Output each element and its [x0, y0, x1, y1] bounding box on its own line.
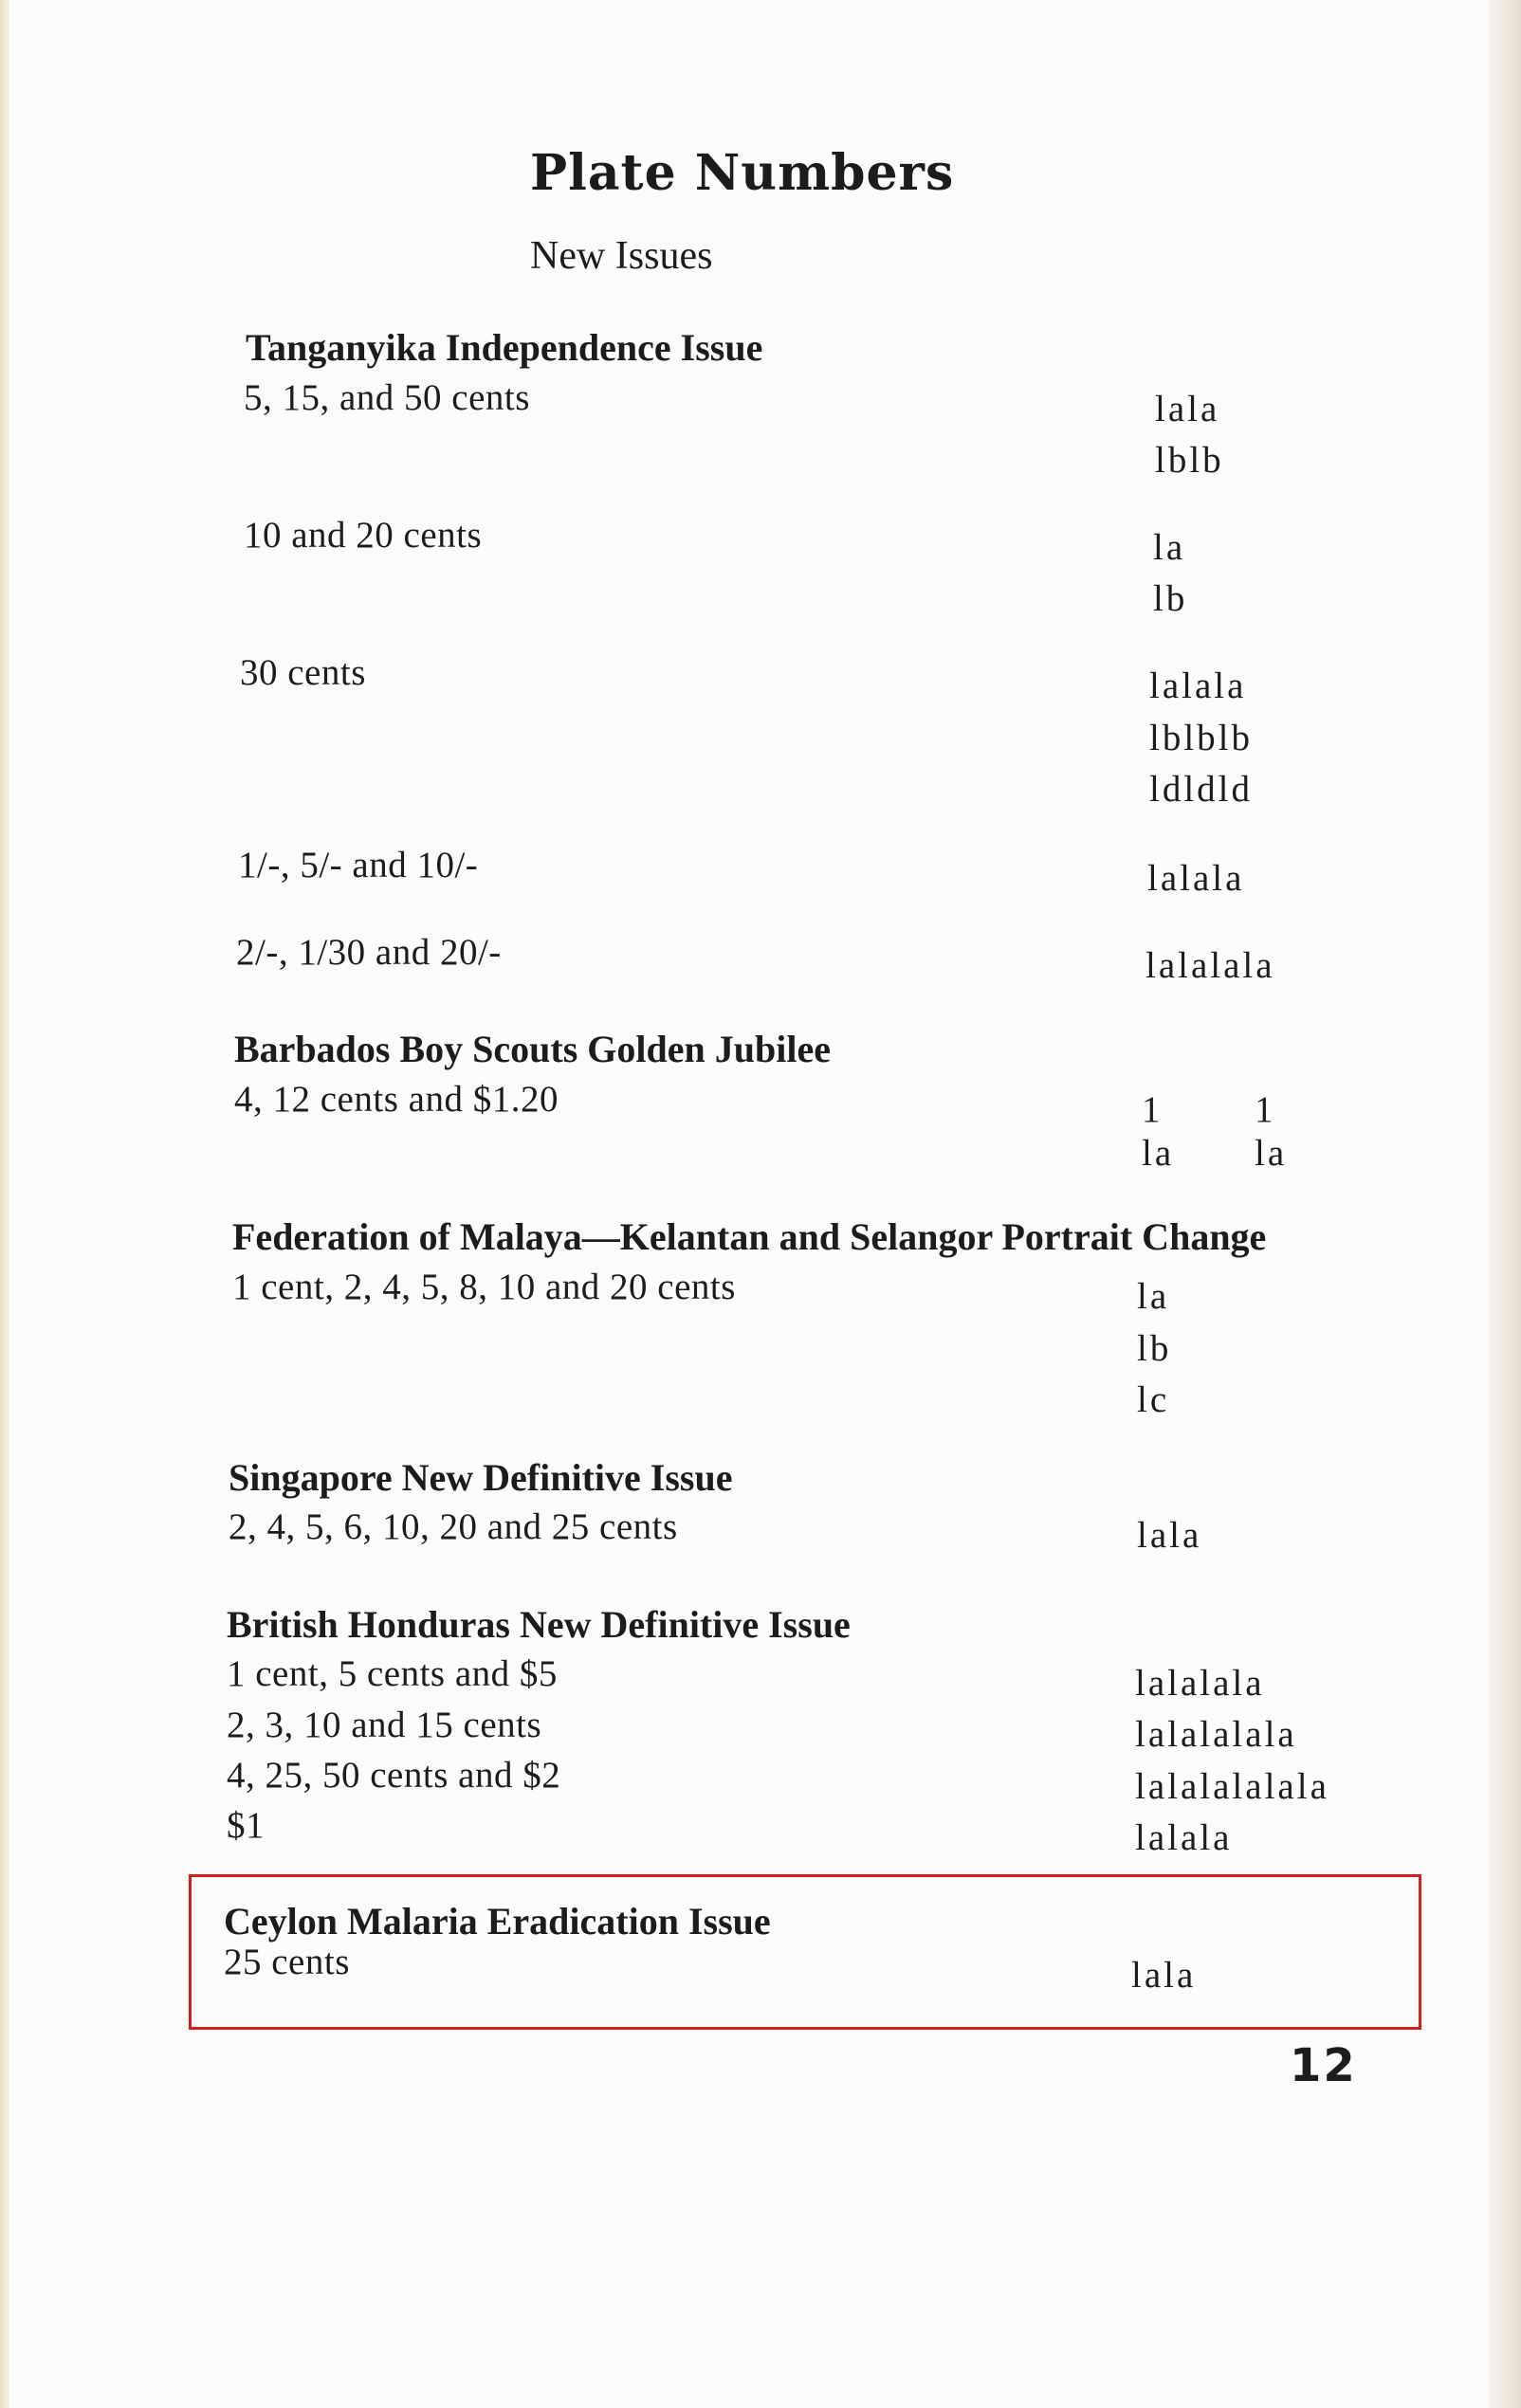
row-label: $1	[227, 1805, 265, 1846]
plate-code: lb	[1153, 578, 1188, 619]
plate-code: lalalalala	[1135, 1714, 1297, 1755]
plate-code: lalala	[1135, 1817, 1233, 1858]
plate-code: lalala	[1147, 858, 1245, 899]
row-label: 25 cents	[224, 1942, 350, 1982]
highlight-box	[189, 1874, 1421, 2030]
plate-code: lb	[1137, 1328, 1172, 1369]
page-title: Plate Numbers	[530, 144, 955, 202]
row-label: 1 cent, 2, 4, 5, 8, 10 and 20 cents	[232, 1267, 736, 1307]
plate-code: lala	[1155, 389, 1220, 429]
page-right-edge	[1489, 0, 1521, 2408]
row-label: 2/-, 1/30 and 20/-	[236, 932, 502, 973]
plate-code: lalalala	[1135, 1663, 1265, 1704]
plate-code: lblb	[1155, 440, 1224, 481]
row-label: 10 and 20 cents	[244, 515, 483, 556]
plate-code: la	[1255, 1133, 1288, 1174]
row-label: 1/-, 5/- and 10/-	[238, 845, 479, 885]
plate-code: lala	[1131, 1955, 1197, 1996]
row-label: 4, 12 cents and $1.20	[234, 1079, 559, 1120]
section-heading: Federation of Malaya—Kelantan and Selangor Portrait Change	[232, 1215, 1267, 1258]
plate-code: 1	[1142, 1089, 1164, 1130]
page-number: 12	[1290, 2039, 1357, 2092]
section-heading: Singapore New Definitive Issue	[229, 1456, 733, 1499]
section-heading: British Honduras New Definitive Issue	[227, 1603, 851, 1646]
plate-code: lblblb	[1149, 718, 1254, 758]
row-label: 4, 25, 50 cents and $2	[227, 1755, 561, 1796]
plate-code: lalalala	[1145, 945, 1275, 986]
row-label: 30 cents	[240, 652, 366, 693]
plate-code: lala	[1137, 1515, 1202, 1556]
section-heading: Tanganyika Independence Issue	[246, 326, 763, 369]
plate-code: la	[1137, 1276, 1170, 1317]
plate-code: la	[1142, 1133, 1175, 1174]
page-left-edge	[0, 0, 9, 2408]
plate-code: la	[1153, 527, 1186, 568]
row-label: 2, 3, 10 and 15 cents	[227, 1705, 542, 1745]
plate-code: ldldld	[1149, 769, 1254, 810]
page-subtitle: New Issues	[530, 234, 713, 278]
plate-code: lalala	[1149, 666, 1247, 706]
plate-code: 1	[1255, 1089, 1276, 1130]
section-heading: Barbados Boy Scouts Golden Jubilee	[234, 1028, 832, 1070]
plate-code: lalalalalala	[1135, 1766, 1329, 1807]
section-heading: Ceylon Malaria Eradication Issue	[224, 1900, 771, 1943]
row-label: 2, 4, 5, 6, 10, 20 and 25 cents	[229, 1506, 678, 1547]
row-label: 1 cent, 5 cents and $5	[227, 1653, 558, 1694]
plate-code: lc	[1137, 1379, 1170, 1420]
row-label: 5, 15, and 50 cents	[244, 377, 530, 418]
